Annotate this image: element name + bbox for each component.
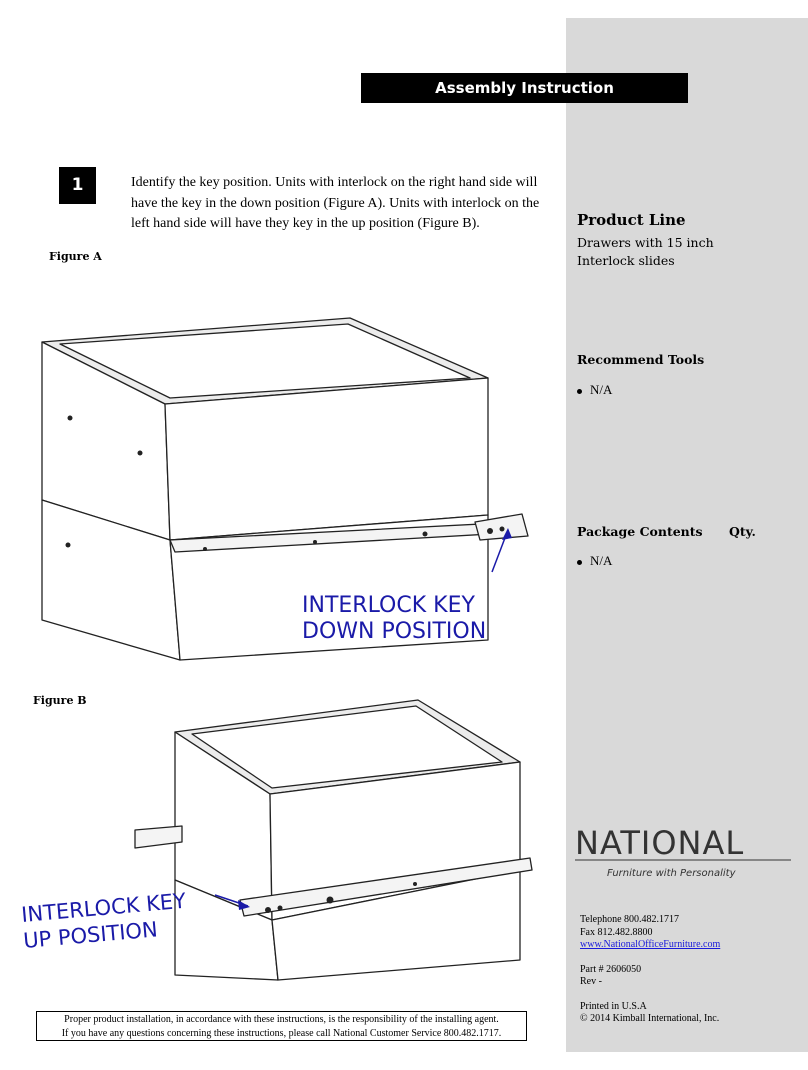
footer-line1: Proper product installation, in accordance with these instructions, is the responsibility of the installing agent. xyxy=(64,1014,499,1025)
footer-notice xyxy=(36,1011,527,1041)
step-number: 1 xyxy=(59,167,96,204)
website-link[interactable]: www.NationalOfficeFurniture.com xyxy=(580,939,721,950)
bullet-icon xyxy=(577,389,582,394)
figure-b-label: Figure B xyxy=(33,694,87,707)
product-line-line2: Interlock slides xyxy=(577,253,675,268)
tools-item-text: N/A xyxy=(590,382,613,397)
product-line-line1: Drawers with 15 inch xyxy=(577,235,714,250)
figure-b-callout-line2: UP POSITION xyxy=(22,917,159,953)
footer-line2: If you have any questions concerning these instructions, please call National Customer Service 800.482.1717. xyxy=(61,1028,502,1039)
telephone: Telephone 800.482.1717 xyxy=(580,914,680,925)
step-instruction: Identify the key position. Units with interlock on the right hand side will have the key in the down position (Figure A). Units with interlock on the left hand side will have they key in the up position (Figure B). xyxy=(131,175,540,231)
revision: Rev - xyxy=(580,976,602,987)
national-logo xyxy=(575,822,791,884)
contact-info xyxy=(580,914,720,1026)
bullet-icon xyxy=(577,560,582,565)
figure-b-callout-line1: INTERLOCK KEY xyxy=(20,888,187,927)
logo-text: NATIONAL xyxy=(575,824,745,862)
printed-in: Printed in U.S.A xyxy=(580,1000,647,1012)
product-line-description xyxy=(577,234,777,270)
tools-item xyxy=(577,382,612,398)
contents-title: Package Contents xyxy=(577,524,703,539)
copyright: © 2014 Kimball International, Inc. xyxy=(580,1013,720,1024)
product-line-title: Product Line xyxy=(577,211,686,229)
figure-a-label: Figure A xyxy=(49,250,102,263)
contents-item-text: N/A xyxy=(590,553,613,568)
figure-b-drawing xyxy=(10,690,550,990)
figure-a-drawing xyxy=(30,300,560,680)
part-number: Part # 2606050 xyxy=(580,963,642,975)
fax: Fax 812.482.8800 xyxy=(580,926,653,938)
tools-title: Recommend Tools xyxy=(577,352,705,367)
figure-a-callout-line1: INTERLOCK KEY xyxy=(302,593,475,618)
qty-label: Qty. xyxy=(729,524,756,539)
figure-a-callout-line2: DOWN POSITION xyxy=(302,619,487,644)
page-title-banner: Assembly Instruction xyxy=(361,73,688,103)
logo-tagline: Furniture with Personality xyxy=(607,868,736,879)
contents-item xyxy=(577,553,612,569)
